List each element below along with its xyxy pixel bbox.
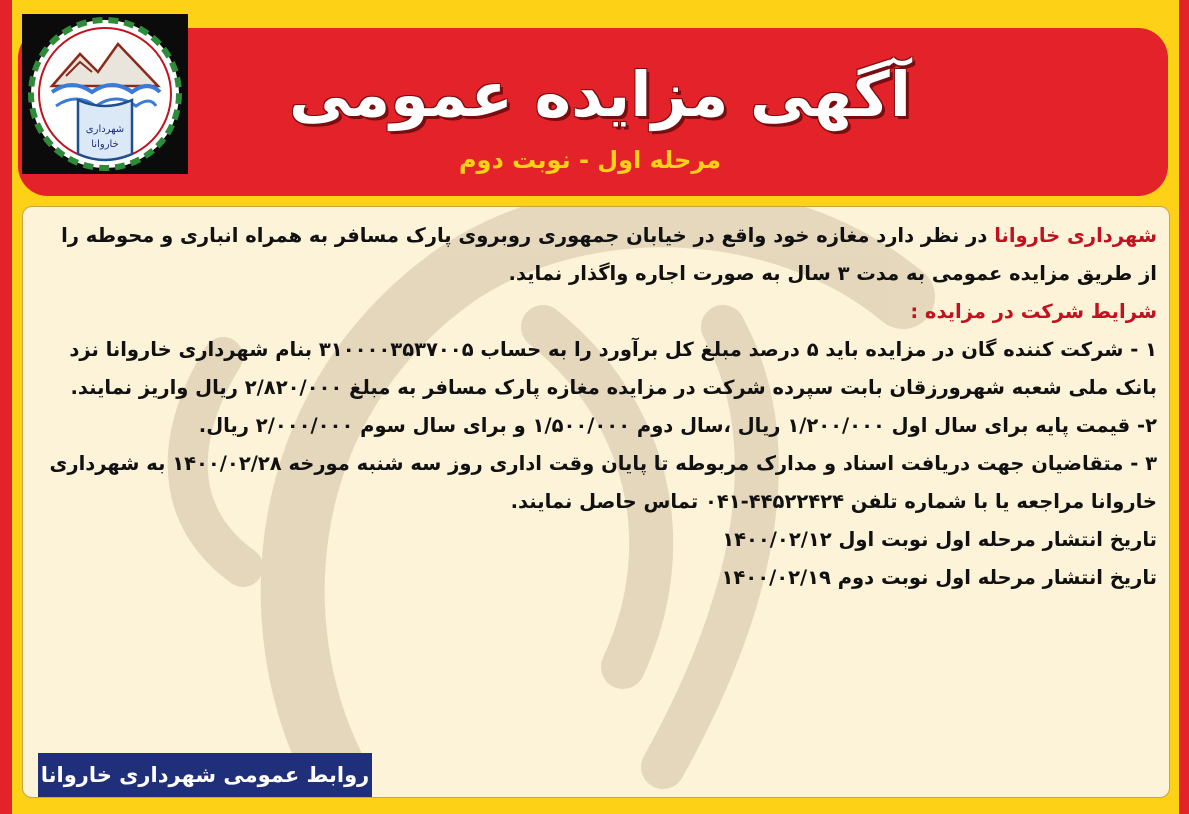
condition-3: ۳ - متقاضیان جهت دریافت اسناد و مدارک مربوطه تا پایان وقت اداری روز سه شنبه مورخه ۱۴۰۰/۰۲/۲۸ به شهرداری خاروانا مراجعه یا با شماره تلفن ۴۴۵۲۲۴۲۴-۰۴۱ تماس حاصل نمایند. — [49, 452, 1157, 513]
publish-date-2: تاریخ انتشار مرحله اول نوبت دوم ۱۴۰۰/۰۲/۱۹ — [721, 566, 1157, 589]
logo-text-line-2: خاروانا — [91, 139, 119, 150]
frame-right-stripe — [1179, 0, 1189, 814]
notice-title: آگهی مزایده عمومی — [289, 58, 911, 131]
intro-paragraph — [39, 217, 1157, 293]
municipality-logo-icon — [22, 14, 188, 174]
conditions-heading: شرایط شرکت در مزایده : — [910, 300, 1157, 323]
frame-left-stripe — [0, 0, 12, 814]
condition-1: ۱ - شرکت کننده گان در مزایده باید ۵ درصد مبلغ کل برآورد را به حساب ۳۱۰۰۰۰۳۵۳۷۰۰۵ بنام شهرداری خاروانا نزد بانک ملی شعبه شهرورزقان بابت سپرده شرکت در مزایده مغازه پارک مسافر به مبلغ ۲/۸۲۰/۰۰۰ ریال واریز نمایند. — [69, 338, 1157, 399]
intro-org-name: شهرداری خاروانا — [994, 224, 1157, 247]
logo-text-line-1: شهرداری — [85, 124, 125, 135]
notice-body — [22, 206, 1170, 798]
publish-date-1: تاریخ انتشار مرحله اول نوبت اول ۱۴۰۰/۰۲/۱۲ — [722, 528, 1157, 551]
public-relations-label: روابط عمومی شهرداری خاروانا — [38, 753, 372, 797]
intro-text: در نظر دارد مغازه خود واقع در خیابان جمهوری روبروی پارک مسافر به همراه انباری و محوطه را از طریق مزایده عمومی به مدت ۳ سال به صورت اجاره واگذار نماید. — [61, 224, 1157, 285]
notice-subtitle: مرحله اول - نوبت دوم — [458, 146, 722, 174]
notice-text — [39, 217, 1157, 597]
condition-2: ۲- قیمت پایه برای سال اول ۱/۲۰۰/۰۰۰ ریال ،سال دوم ۱/۵۰۰/۰۰۰ و برای سال سوم ۲/۰۰۰/۰۰۰ ریال. — [198, 414, 1157, 437]
